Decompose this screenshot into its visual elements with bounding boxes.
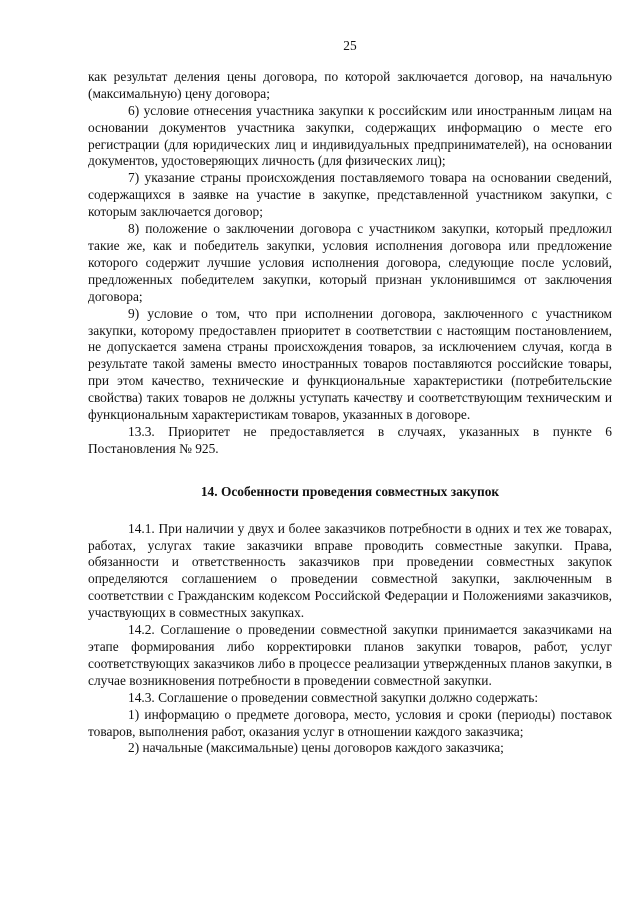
paragraph-14-1: 14.1. При наличии у двух и более заказчиков потребности в одних и тех же товарах, работах, услугах такие заказчики вправе проводить совместные закупки. Права, обязанности и ответственность заказчиков при проведении совместных закупок определяются соглашением о проведении совместной закупки, заключенным в соответствии с Гражданским кодексом Российской Федерации и Положениями заказчиков, участвующих в совместных закупках.	[88, 520, 612, 621]
section-heading: 14. Особенности проведения совместных закупок	[200, 483, 500, 499]
paragraph-14-3-item-2: 2) начальные (максимальные) цены договоров каждого заказчика;	[128, 740, 504, 756]
paragraph-item-8: 8) положение о заключении договора с участником закупки, который предложил такие же, как и победитель закупки, условия исполнения договора или предложение которого содержит лучшие условия исполнения договора, следующие после условий, предложенных победителем закупки, который признан уклонившимся от заключения договора;	[88, 221, 612, 304]
paragraph-14-3-item-1: 1) информацию о предмете договора, место, условия и сроки (периоды) поставок товаров, выполнения работ, оказания услуг в отношении каждого заказчика;	[88, 706, 612, 739]
paragraph-14-3: 14.3. Соглашение о проведении совместной закупки должно содержать:	[128, 689, 539, 705]
paragraph-item-9: 9) условие о том, что при исполнении договора, заключенного с участником закупки, которому предоставлен приоритет в соответствии с настоящим постановлением, не допускается замена страны происхождения товаров, за исключением случая, когда в результате такой замены вместо иностранных товаров поставляются российские товары, при этом качество, технические и функциональные характеристики (потребительские свойства) таких товаров не должны уступать качеству и соответствующим техническим и функциональным характеристикам товаров, указанных в договоре.	[88, 305, 612, 423]
paragraph-14-2: 14.2. Соглашение о проведении совместной закупки принимается заказчиками на этапе формирования либо корректировки планов закупки товаров, работ, услуг соответствующих заказчиков либо в процессе реализации утвержденных планов закупки, в случае возникновения потребности в проведении совместной закупки.	[88, 622, 612, 688]
paragraph-continuation: как результат деления цены договора, по которой заключается договор, на начальную (максимальную) цену договора;	[88, 68, 612, 101]
paragraph-item-6: 6) условие отнесения участника закупки к российским или иностранным лицам на основании документов участника закупки, содержащих информацию о месте его регистрации (для юридических лиц и индивидуальных предпринимателей), на основании документов, удостоверяющих личность (для физических лиц);	[88, 102, 612, 169]
paragraph-13-3: 13.3. Приоритет не предоставляется в случаях, указанных в пункте 6 Постановления № 925.	[88, 423, 612, 456]
paragraph-item-7: 7) указание страны происхождения поставляемого товара на основании сведений, содержащихся в заявке на участие в закупке, представленной участником закупки, с которым заключается договор;	[88, 170, 612, 220]
page-number: 25	[343, 38, 357, 53]
document-page	[88, 38, 612, 757]
